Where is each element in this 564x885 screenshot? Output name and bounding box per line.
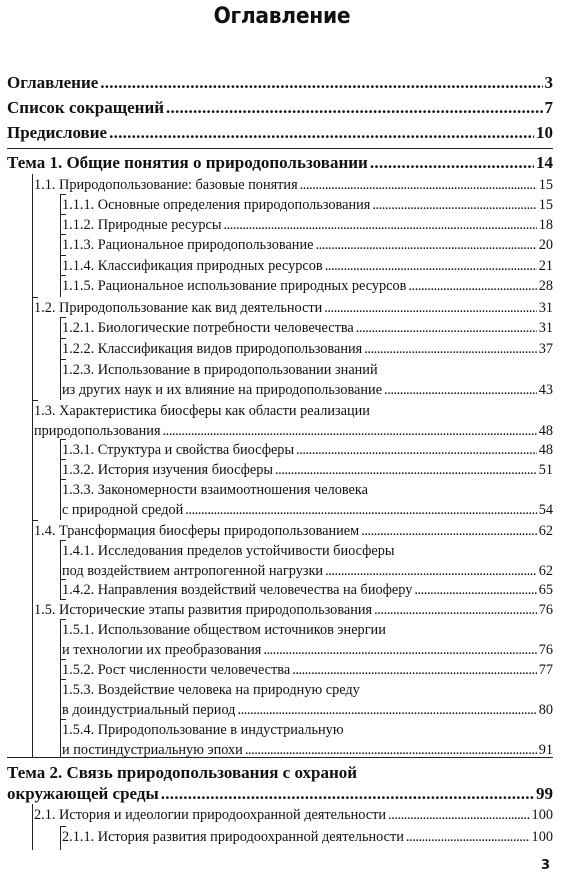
toc-line xyxy=(62,256,553,276)
indent-tick xyxy=(60,679,66,680)
toc-page-number: 99 xyxy=(536,784,553,803)
toc-entry-title: 1.1.2. Природные ресурсы xyxy=(62,217,222,233)
indent-guide xyxy=(60,540,61,600)
toc-page-number: 51 xyxy=(538,462,553,478)
indent-tick xyxy=(32,520,38,521)
toc-page-number: 65 xyxy=(538,582,553,598)
toc-page-number: 80 xyxy=(538,702,553,718)
toc-line xyxy=(34,521,553,541)
toc-entry-title: 1.5.4. Природопользование в индустриальную xyxy=(62,722,344,738)
toc-dot-leader xyxy=(414,580,536,600)
toc-page-number: 77 xyxy=(538,662,553,678)
toc-entry-title: Тема 1. Общие понятия о природопользовании xyxy=(7,153,368,172)
toc-line xyxy=(34,421,553,441)
toc-entry-title: 1.2. Природопользование как вид деятельности xyxy=(34,300,323,316)
toc-line xyxy=(62,460,553,480)
indent-tick xyxy=(60,317,66,318)
toc-page-number: 31 xyxy=(538,300,553,316)
toc-dot-leader xyxy=(364,339,536,359)
toc-dot-leader xyxy=(166,98,542,118)
toc-entry-title: Оглавление xyxy=(7,73,99,92)
toc-dot-leader xyxy=(237,700,536,720)
toc-entry-title: 2.1. История и идеологии природоохранной деятельности xyxy=(34,807,387,823)
toc-entry-title: 1.4.2. Направления воздействий человечества на биоферу xyxy=(62,582,413,598)
toc-entry-title: 1.4.1. Исследования пределов устойчивости биосферы xyxy=(62,543,395,559)
toc-entry-title: 1.5. Исторические этапы развития природопользования xyxy=(34,602,373,618)
indent-tick xyxy=(60,275,66,276)
toc-entry-title: 1.3. Характеристика биосферы как области реализации xyxy=(34,403,370,419)
toc-line xyxy=(7,153,553,173)
section-divider xyxy=(7,148,553,149)
toc-line xyxy=(62,380,553,400)
toc-page-number: 62 xyxy=(538,563,553,579)
indent-guide xyxy=(32,804,33,850)
indent-tick xyxy=(60,194,66,195)
toc-dot-leader xyxy=(223,215,536,235)
toc-page-number: 14 xyxy=(536,153,553,172)
toc-entry-title: и постиндустриальную эпохи xyxy=(62,742,243,758)
toc-line xyxy=(62,580,553,600)
toc-line xyxy=(62,235,553,255)
indent-tick xyxy=(60,459,66,460)
toc-entry-title: и технологии их преобразования xyxy=(62,642,262,658)
toc-entry-title: 1.1.1. Основные определения природопользования xyxy=(62,197,371,213)
toc-dot-leader xyxy=(263,640,536,660)
toc-entry-title: под воздействием антропогенной нагрузки xyxy=(62,563,324,579)
toc-line xyxy=(34,175,553,195)
toc-line xyxy=(7,73,553,93)
indent-tick xyxy=(60,439,66,440)
toc-entry-title: 1.1.4. Классификация природных ресурсов xyxy=(62,258,323,274)
toc-line xyxy=(62,700,553,720)
indent-tick xyxy=(32,400,38,401)
toc-dot-leader xyxy=(275,460,537,480)
toc-dot-leader xyxy=(296,440,537,460)
indent-tick xyxy=(60,540,66,541)
toc-page-number: 15 xyxy=(538,177,553,193)
toc-line xyxy=(34,600,553,620)
toc-dot-leader xyxy=(292,660,537,680)
toc-line xyxy=(62,440,553,460)
toc-page-number: 100 xyxy=(531,807,553,823)
toc-line xyxy=(7,98,553,118)
indent-guide xyxy=(60,826,61,850)
toc-dot-leader xyxy=(384,380,537,400)
toc-entry-title: 1.2.3. Использование в природопользовании знаний xyxy=(62,362,378,378)
toc-line xyxy=(62,500,553,520)
toc-line xyxy=(7,123,553,143)
toc-line xyxy=(62,660,553,680)
toc-page-number: 28 xyxy=(538,278,553,294)
toc-line xyxy=(62,339,553,359)
toc-dot-leader xyxy=(356,318,537,338)
toc-line xyxy=(62,827,553,847)
toc-entry-title: 1.3.1. Структура и свойства биосферы xyxy=(62,442,295,458)
toc-page-number: 20 xyxy=(538,237,553,253)
toc-line xyxy=(62,195,553,215)
indent-tick xyxy=(60,359,66,360)
toc-entry-title: 1.3.3. Закономерности взаимоотношения человека xyxy=(62,482,368,498)
toc-entry-title: 1.1.3. Рациональное природопользование xyxy=(62,237,314,253)
toc-entry-title: 1.3.2. История изучения биосферы xyxy=(62,462,274,478)
indent-tick xyxy=(60,338,66,339)
indent-tick xyxy=(60,719,66,720)
toc-dot-leader xyxy=(374,600,537,620)
toc-page-number: 7 xyxy=(544,98,553,117)
toc-page-number: 76 xyxy=(538,642,553,658)
indent-tick xyxy=(32,297,38,298)
indent-tick xyxy=(60,234,66,235)
toc-line xyxy=(34,401,553,421)
toc-page-number: 76 xyxy=(538,602,553,618)
toc-page-number: 18 xyxy=(538,217,553,233)
toc-line xyxy=(62,360,553,380)
toc-line xyxy=(62,720,553,740)
toc-line xyxy=(62,480,553,500)
toc-entry-title: 1.1. Природопользование: базовые понятия xyxy=(34,177,298,193)
toc-entry-title: Тема 2. Связь природопользования с охраной xyxy=(7,763,358,782)
indent-tick xyxy=(60,479,66,480)
toc-entry-title: 2.1.1. История развития природоохранной деятельности xyxy=(62,829,404,845)
toc-entry-title: 1.2.2. Классификация видов природопользования xyxy=(62,341,363,357)
indent-tick xyxy=(60,599,66,600)
toc-dot-leader xyxy=(315,235,536,255)
toc-dot-leader xyxy=(325,256,537,276)
toc-entry-title: 1.2.1. Биологические потребности человечества xyxy=(62,320,354,336)
toc-page-number: 37 xyxy=(538,341,553,357)
toc-line xyxy=(7,763,553,783)
toc-page-number: 3 xyxy=(544,73,553,92)
toc-dot-leader xyxy=(372,195,536,215)
toc-entry-title: 1.4. Трансформация биосферы природопользованием xyxy=(34,523,360,539)
indent-tick xyxy=(60,619,66,620)
indent-tick xyxy=(60,659,66,660)
toc-line xyxy=(62,276,553,296)
toc-page-number: 10 xyxy=(536,123,553,142)
toc-line xyxy=(62,620,553,640)
section-divider xyxy=(7,757,553,758)
toc-dot-leader xyxy=(408,276,536,296)
toc-dot-leader xyxy=(161,784,534,804)
toc-line xyxy=(62,680,553,700)
toc-page-number: 54 xyxy=(538,502,553,518)
toc-line xyxy=(62,318,553,338)
toc-line xyxy=(34,298,553,318)
page-title: Оглавление xyxy=(213,4,351,29)
toc-entry-title: из других наук и их влияние на природопользование xyxy=(62,382,383,398)
indent-guide xyxy=(60,619,61,757)
toc-entry-title: Предисловие xyxy=(7,123,108,142)
toc-dot-leader xyxy=(185,500,536,520)
indent-tick xyxy=(60,579,66,580)
indent-guide xyxy=(60,194,61,297)
toc-page-number: 62 xyxy=(538,523,553,539)
toc-dot-leader xyxy=(370,153,534,173)
toc-line xyxy=(62,215,553,235)
indent-guide xyxy=(32,174,33,757)
toc-entry-title: 1.5.1. Использование обществом источников энергии xyxy=(62,622,386,638)
toc-dot-leader xyxy=(361,521,537,541)
toc-entry-title: в доиндустриальный период xyxy=(62,702,236,718)
toc-dot-leader xyxy=(163,421,537,441)
toc-entry-title: 1.5.2. Рост численности человечества xyxy=(62,662,291,678)
indent-tick xyxy=(60,214,66,215)
toc-entry-title: окружающей среды xyxy=(7,784,159,803)
toc-dot-leader xyxy=(388,805,530,825)
indent-tick xyxy=(60,826,66,827)
toc-dot-leader xyxy=(325,561,537,581)
toc-line xyxy=(62,541,553,561)
toc-page-number: 21 xyxy=(538,258,553,274)
toc-page-number: 15 xyxy=(538,197,553,213)
indent-tick xyxy=(60,255,66,256)
toc-entry-title: с природной средой xyxy=(62,502,184,518)
toc-dot-leader xyxy=(109,123,534,143)
page-number: 3 xyxy=(540,858,550,873)
toc-entry-title: 1.1.5. Рациональное использование природных ресурсов xyxy=(62,278,407,294)
toc-page-number: 48 xyxy=(538,442,553,458)
toc-page-number: 43 xyxy=(538,382,553,398)
toc-page-number: 48 xyxy=(538,423,553,439)
toc-page-number: 91 xyxy=(538,742,553,758)
toc-line xyxy=(34,805,553,825)
toc-line xyxy=(62,561,553,581)
toc-dot-leader xyxy=(300,175,537,195)
toc-entry-title: природопользования xyxy=(34,423,161,439)
toc-entry-title: Список сокращений xyxy=(7,98,165,117)
toc-dot-leader xyxy=(100,73,542,93)
toc-line xyxy=(62,640,553,660)
toc-dot-leader xyxy=(406,827,530,847)
toc-page-number: 100 xyxy=(531,829,553,845)
toc-line xyxy=(7,784,553,804)
toc-page-number: 31 xyxy=(538,320,553,336)
toc-dot-leader xyxy=(324,298,536,318)
toc-entry-title: 1.5.3. Воздействие человека на природную среду xyxy=(62,682,360,698)
